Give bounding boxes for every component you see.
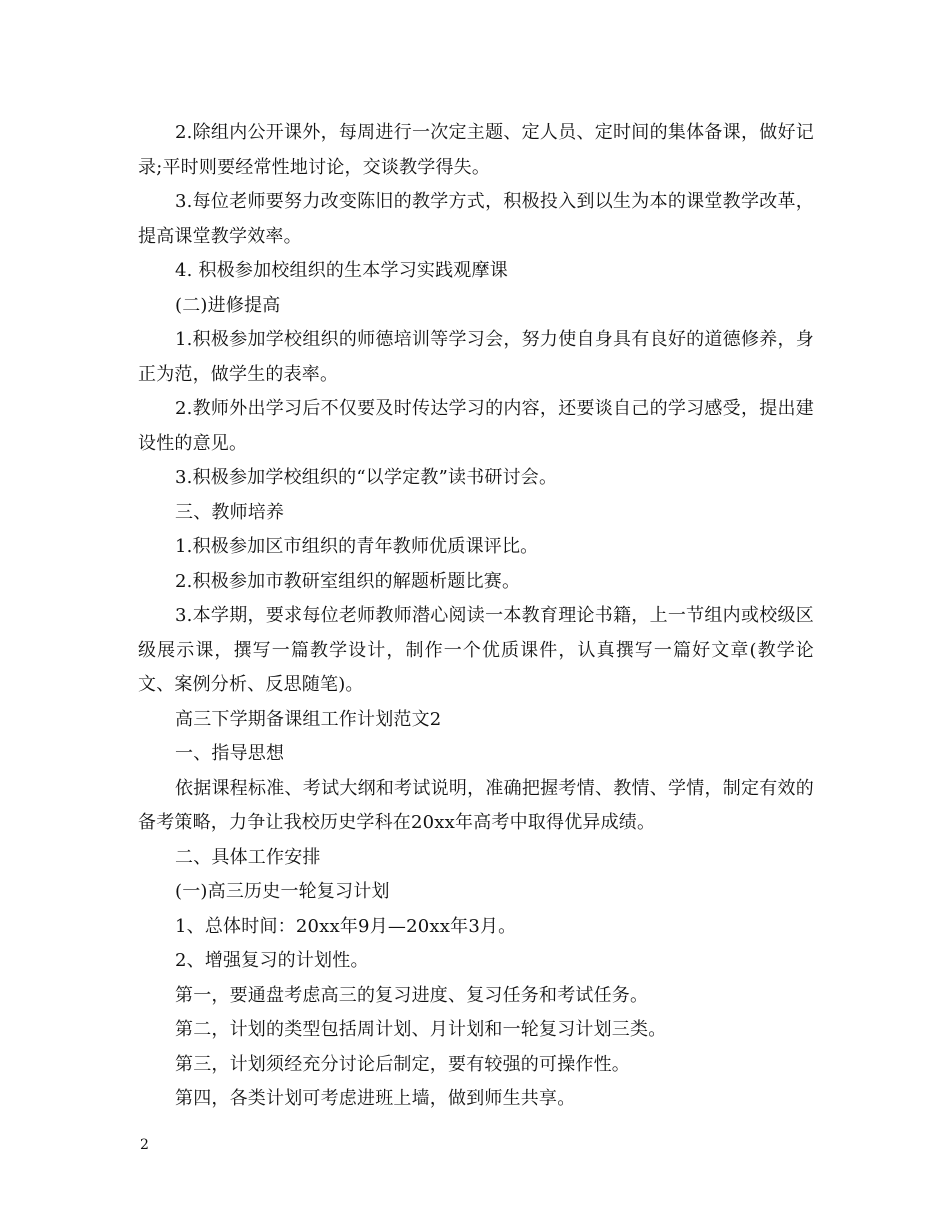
section-heading: 一、指导思想 xyxy=(175,743,285,764)
section-heading: 二、具体工作安排 xyxy=(175,846,321,868)
section-heading: (一)高三历史一轮复习计划 xyxy=(175,881,390,902)
paragraph: 4. 积极参加校组织的生本学习实践观摩课 xyxy=(175,260,508,281)
document-body xyxy=(138,116,814,1117)
section-heading: (二)进修提高 xyxy=(175,294,281,316)
paragraph: 第四，各类计划可考虑进班上墙，做到师生共享。 xyxy=(175,1088,576,1109)
document-title: 高三下学期备课组工作计划范文2 xyxy=(175,708,442,730)
paragraph: 第三，计划须经充分讨论后制定，要有较强的可操作性。 xyxy=(175,1053,630,1075)
paragraph: 2.教师外出学习后不仅要及时传达学习的内容，还要谈自己的学习感受，提出建设性的意见。 xyxy=(138,398,814,454)
paragraph: 3.本学期，要求每位老师教师潜心阅读一本教育理论书籍，上一节组内或校级区级展示课，撰写一篇教学设计，制作一个优质课件，认真撰写一篇好文章(教学论文、案例分析、反思随笔)。 xyxy=(138,605,814,695)
paragraph: 2、增强复习的计划性。 xyxy=(175,950,369,971)
paragraph: 2.除组内公开课外，每周进行一次定主题、定人员、定时间的集体备课，做好记录;平时则要经常性地讨论，交谈教学得失。 xyxy=(138,122,814,178)
paragraph: 3.积极参加学校组织的“以学定教”读书研讨会。 xyxy=(175,467,558,488)
paragraph: 2.积极参加市教研室组织的解题析题比赛。 xyxy=(175,570,521,592)
paragraph: 1.积极参加学校组织的师德培训等学习会，努力使自身具有良好的道德修养，身正为范，做学生的表率。 xyxy=(138,329,814,385)
paragraph: 第一，要通盘考虑高三的复习进度、复习任务和考试任务。 xyxy=(175,984,649,1006)
paragraph: 第二，计划的类型包括周计划、月计划和一轮复习计划三类。 xyxy=(175,1019,667,1040)
paragraph: 依据课程标准、考试大纲和考试说明，准确把握考情、教情、学情，制定有效的备考策略，力争让我校历史学科在20xx年高考中取得优异成绩。 xyxy=(138,777,814,833)
paragraph: 3.每位老师要努力改变陈旧的教学方式，积极投入到以生为本的课堂教学改革，提高课堂教学效率。 xyxy=(138,191,814,247)
paragraph: 1.积极参加区市组织的青年教师优质课评比。 xyxy=(175,536,539,557)
page-number: 2 xyxy=(140,1137,149,1153)
section-heading: 三、教师培养 xyxy=(175,501,285,523)
paragraph: 1、总体时间：20xx年9月—20xx年3月。 xyxy=(175,915,517,937)
